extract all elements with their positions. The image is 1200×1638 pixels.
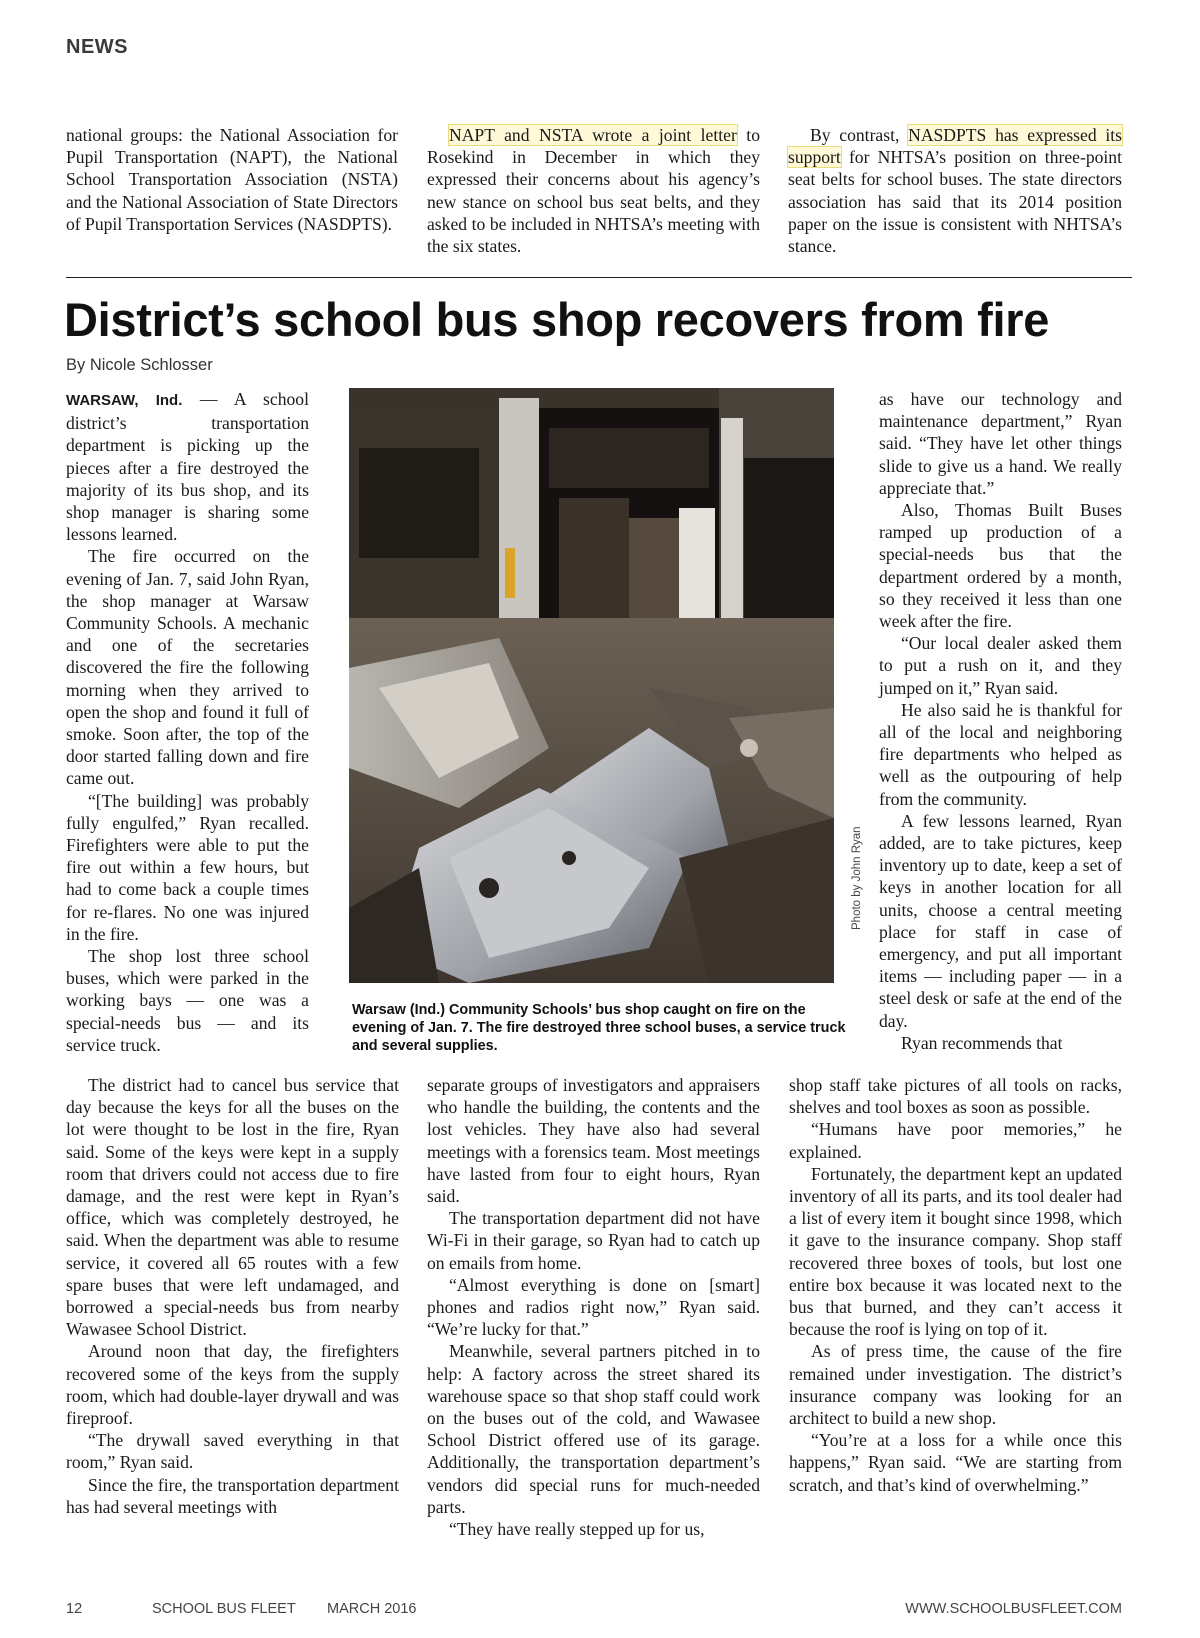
fire-damage-photo (349, 388, 834, 983)
article-column-3-lower (789, 1074, 1122, 1496)
top-column-1-text: national groups: the National Association for Pupil Transportation (NAPT), the National School Transportation Association (NSTA) and the National Association of State Directors of Pupil Transportation Services (NASDPTS). (66, 125, 398, 234)
photo-caption: Warsaw (Ind.) Community Schools’ bus shop caught on fire on the evening of Jan. 7. The fire destroyed three school buses, a service truck and several supplies. (352, 1002, 846, 1054)
article-paragraph: “You’re at a loss for a while once this happens,” Ryan said. “We are starting from scratch, and that’s kind of overwhelming.” (789, 1430, 1122, 1495)
article-lead-paragraph: WARSAW, Ind. — A school district’s transportation department is picking up the pieces after a fire destroyed the majority of its bus shop, and its shop manager is sharing some lessons learned. (66, 389, 309, 545)
article-paragraph: “Our local dealer asked them to put a rush on it, and they jumped on it,” Ryan said. (879, 633, 1122, 698)
section-label: NEWS (66, 36, 128, 58)
article-paragraph: The district had to cancel bus service that day because the keys for all the buses on the lot were thought to be lost in the fire, Ryan said. Some of the keys were kept in a supply room that drivers could not access due to fire damage, and the rest were kept in Ryan’s office, which was completely destroyed, he said. When the department was able to resume service, it covered all 65 routes with a few spare buses that were left undamaged, and borrowed a special-needs bus from nearby Wawasee School District. (66, 1075, 399, 1340)
article-column-1-upper (66, 388, 309, 1056)
article-headline: District’s school bus shop recovers from fire (64, 293, 1050, 346)
dateline: WARSAW, Ind. (66, 392, 183, 409)
section-divider (66, 277, 1132, 278)
fire-damage-illustration (349, 388, 834, 983)
article-paragraph: The transportation department did not have Wi-Fi in their garage, so Ryan had to catch up on emails from home. (427, 1208, 760, 1273)
article-column-3-upper (879, 388, 1122, 1054)
article-paragraph: Around noon that day, the firefighters recovered some of the keys from the supply room, which had double-layer drywall and was fireproof. (66, 1341, 399, 1429)
article-paragraph: Also, Thomas Built Buses ramped up production of a special-needs bus that the department ordered by a month, so they received it less than one week after the fire. (879, 500, 1122, 632)
top-column-2-text: NAPT and NSTA wrote a joint letter to Rosekind in December in which they expressed their concerns about his agency’s new stance on school bus seat belts, and they asked to be included in NHTSA’s meeting with the six states. (427, 125, 760, 257)
article-paragraph: Since the fire, the transportation department has had several meetings with (66, 1474, 399, 1517)
website-url: WWW.SCHOOLBUSFLEET.COM (905, 1601, 1122, 1617)
article-paragraph: “[The building] was probably fully engulfed,” Ryan recalled. Firefighters were able to put the fire out within a few hours, but had to come back a couple times for re-flares. No one was injured in the fire. (66, 790, 309, 944)
top-column-3 (788, 124, 1122, 257)
article-paragraph: He also said he is thankful for all of the local and neighboring fire departments who helped as well as the outpouring of help from the community. (879, 699, 1122, 809)
article-paragraph: shop staff take pictures of all tools on racks, shelves and tool boxes as soon as possible. (789, 1075, 1122, 1118)
top-column-3-text: By contrast, NASDPTS has expressed its support for NHTSA’s position on three-point seat belts for school buses. The state directors association has said that its 2014 position paper on the issue is consistent with NHTSA’s stance. (788, 125, 1122, 257)
article-paragraph: Fortunately, the department kept an updated inventory of all its parts, and its tool dealer had a list of every item it bought since 1998, which it gave to the insurance company. Shop staff recovered three boxes of tools, but lost one entire box because it was located next to the bus that burned, and they can’t access it because the roof is lying on top of it. (789, 1163, 1122, 1340)
article-paragraph: as have our technology and maintenance department,” Ryan said. “They have let other things slide to give us a hand. We really appreciate that.” (879, 389, 1122, 498)
article-paragraph: Meanwhile, several partners pitched in to help: A factory across the street shared its warehouse space so that shop staff could work on the buses out of the cold, and Wawasee School District offered use of its garage. Additionally, the transportation department’s vendors did special runs for much-needed parts. (427, 1341, 760, 1517)
top-column-2 (427, 124, 760, 257)
article-column-2-lower (427, 1074, 760, 1540)
highlight-napt-nsta: NAPT and NSTA wrote a joint letter (449, 125, 737, 145)
article-paragraph: The fire occurred on the evening of Jan. 7, said John Ryan, the shop manager at Warsaw Community Schools. A mechanic and one of the secretaries discovered the fire the following morning when they arrived to open the shop and found it full of smoke. Soon after, the top of the door started falling down and fire came out. (66, 546, 309, 789)
article-paragraph: Ryan recommends that (901, 1032, 1063, 1053)
page-number: 12 (66, 1601, 83, 1617)
highlight-nasdpts: NASDPTS has expressed its support (788, 125, 1122, 168)
article-paragraph: “Almost everything is done on [smart] phones and radios right now,” Ryan said. “We’re lucky for that.” (427, 1274, 760, 1340)
publication-name: SCHOOL BUS FLEET (152, 1601, 296, 1617)
article-paragraph: separate groups of investigators and appraisers who handle the building, the contents and the lost vehicles. They have also had several meetings with a forensics team. Most meetings have lasted from four to eight hours, Ryan said. (427, 1075, 760, 1207)
article-column-1-lower (66, 1074, 399, 1518)
article-byline: By Nicole Schlosser (66, 356, 213, 374)
article-paragraph: A few lessons learned, Ryan added, are to take pictures, keep inventory up to date, keep a set of keys in another location for all units, choose a central meeting place for staff in case of emergency, and put all important items — including paper — in a steel desk or safe at the end of the day. (879, 810, 1122, 1031)
article-paragraph: The shop lost three school buses, which were parked in the working bays — one was a special-needs bus — and its service truck. (66, 946, 309, 1055)
article-paragraph: “They have really stepped up for us, (449, 1519, 705, 1540)
article-paragraph: As of press time, the cause of the fire remained under investigation. The district’s insurance company was looking for an architect to build a new shop. (789, 1341, 1122, 1429)
top-column-1 (66, 124, 398, 235)
photo-credit: Photo by John Ryan (851, 826, 863, 930)
article-paragraph: “The drywall saved everything in that room,” Ryan said. (66, 1430, 399, 1473)
article-paragraph: “Humans have poor memories,” he explained. (789, 1119, 1122, 1162)
issue-date: MARCH 2016 (327, 1601, 417, 1617)
